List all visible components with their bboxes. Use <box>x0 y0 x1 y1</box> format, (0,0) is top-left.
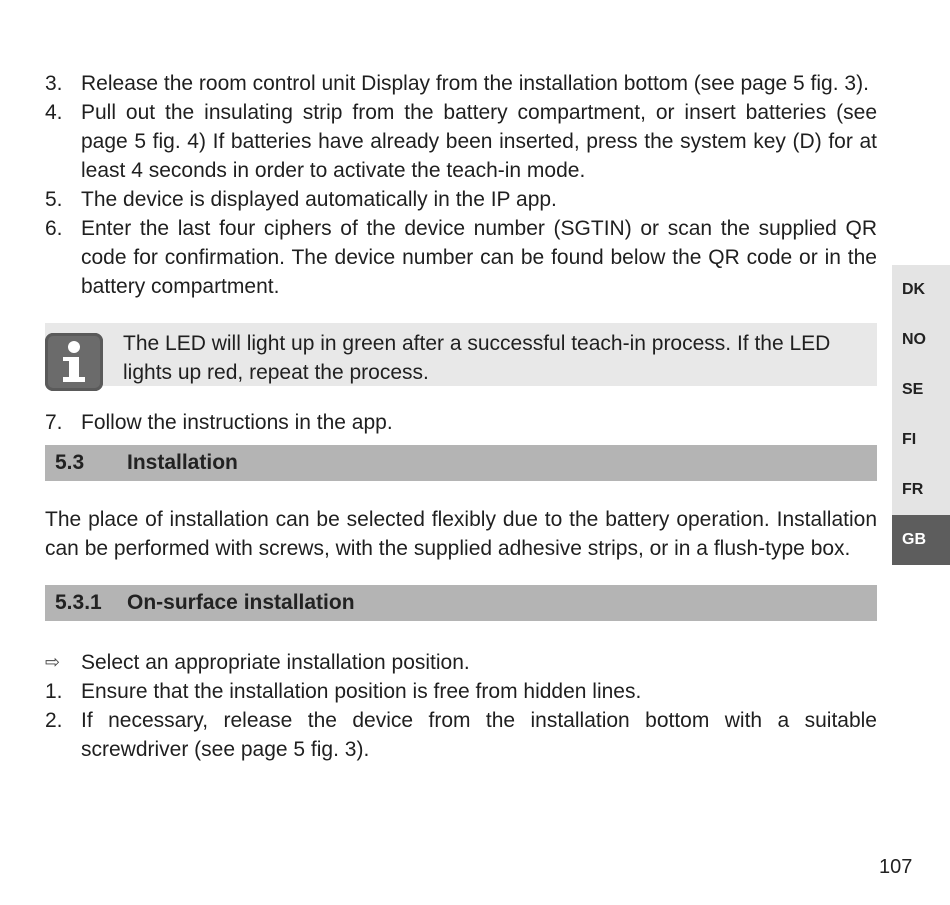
list-number: 5. <box>45 188 63 211</box>
list-item <box>45 214 877 301</box>
language-tab-no[interactable]: NO <box>902 331 926 348</box>
language-tab-gb[interactable]: GB <box>892 515 950 565</box>
list-text: Pull out the insulating strip from the battery compartment, or insert batteries (see page 5 fig. 4) If batteries have already been inserted, press the system key (D) for at least 4 seconds in order to activate the teach-in mode. <box>81 101 877 182</box>
section-paragraph: The place of installation can be selected flexibly due to the battery operation. Installation can be performed with screws, with the supplied adhesive strips, or in a flush-type box. <box>45 508 877 560</box>
language-tab-fi[interactable]: FI <box>902 431 917 448</box>
language-sidebar <box>892 265 950 565</box>
list-number: 4. <box>45 101 63 124</box>
list-text: If necessary, release the device from the installation bottom with a suitable screwdriver (see page 5 fig. 3). <box>81 709 877 761</box>
subsection-heading <box>45 585 877 621</box>
list-number: 7. <box>45 411 63 434</box>
section-number: 5.3 <box>55 451 85 474</box>
steps-list-b <box>45 648 877 764</box>
page-number: 107 <box>879 856 913 878</box>
list-number: 1. <box>45 680 63 703</box>
list-text: Release the room control unit Display from the installation bottom (see page 5 fig. 3). <box>81 72 869 95</box>
list-number: 2. <box>45 709 63 732</box>
list-text: Ensure that the installation position is free from hidden lines. <box>81 680 642 703</box>
prep-step <box>45 648 877 677</box>
list-item <box>45 677 877 706</box>
list-number: 6. <box>45 217 63 240</box>
language-tab-fr[interactable]: FR <box>902 481 924 498</box>
list-item <box>45 98 877 185</box>
list-text: Select an appropriate installation position. <box>81 651 470 674</box>
note-text: The LED will light up in green after a successful teach-in process. If the LED lights up red, repeat the process. <box>123 332 831 384</box>
manual-content <box>45 69 877 764</box>
list-item <box>45 408 877 437</box>
list-text: The device is displayed automatically in the IP app. <box>81 188 557 211</box>
language-tab-dk[interactable]: DK <box>902 281 926 298</box>
list-item <box>45 185 877 214</box>
language-tab-se[interactable]: SE <box>902 381 924 398</box>
list-text: Follow the instructions in the app. <box>81 411 393 434</box>
subsection-number: 5.3.1 <box>55 591 102 614</box>
subsection-title: On-surface installation <box>127 591 355 614</box>
section-title: Installation <box>127 451 238 474</box>
list-item <box>45 69 877 98</box>
arrow-right-icon: ⇨ <box>45 652 61 672</box>
list-number: 3. <box>45 72 63 95</box>
steps-list-a <box>45 69 877 301</box>
info-note <box>45 323 877 386</box>
section-heading <box>45 445 877 481</box>
list-text: Enter the last four ciphers of the device number (SGTIN) or scan the supplied QR code for confirmation. The device number can be found below the QR code or in the battery compartment. <box>81 217 877 298</box>
list-item <box>45 706 877 764</box>
info-icon <box>45 333 103 391</box>
